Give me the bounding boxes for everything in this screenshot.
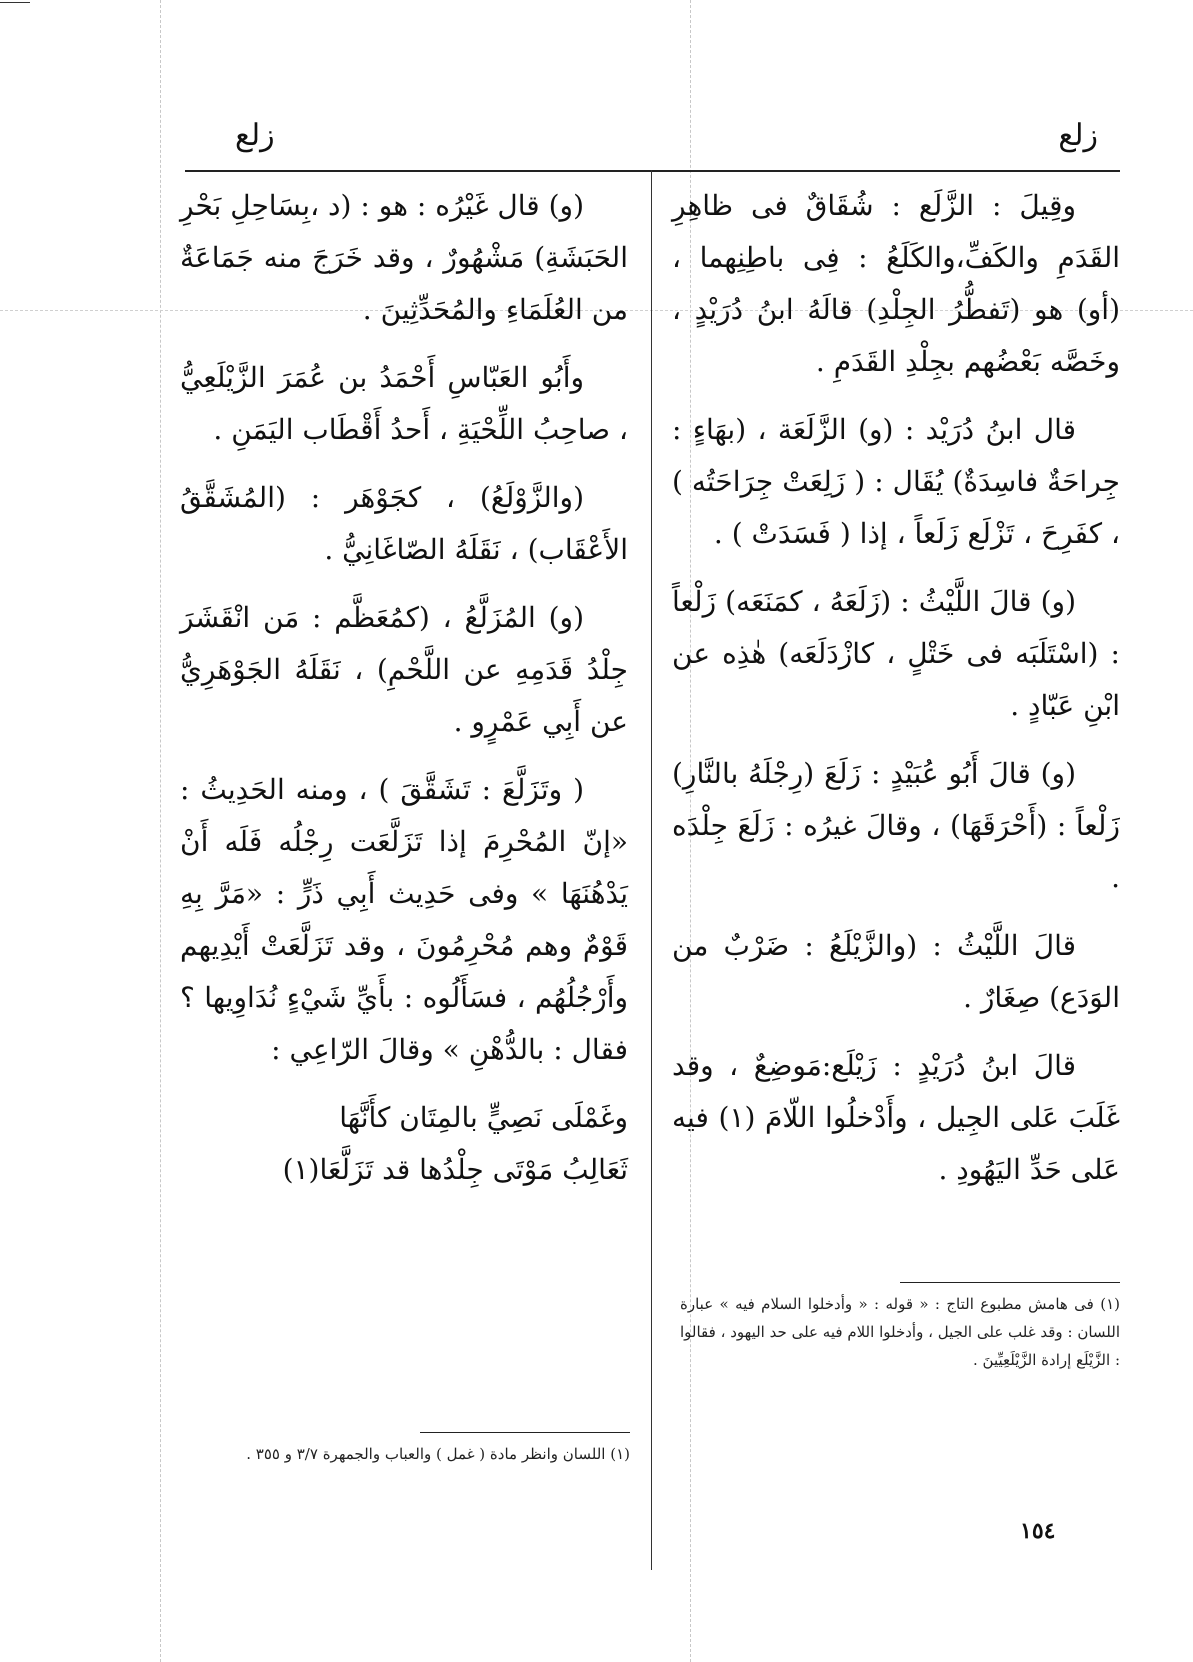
paragraph: قال ابنُ دُرَيْد : (و) الزَّلَعَة ، (بهَاءٍ : جِراحَةٌ فاسِدَةٌ) يُقَال : ( زَلِعَتْ جِرَاحَتُه ) ، كفَرِحَ ، تَزْلَع زَلَعاً ، إذا ( فَسَدَتْ ) . xyxy=(672,413,1120,550)
footnote-right: (١) فى هامش مطبوع التاج : « قوله : « وأدخلوا السلام فيه » عبارة اللسان : وقد غلب على الجيل ، وأدخلوا اللام فيه على حد اليهود ، فقالوا : الزَّيْلَع إرادة الزَّيْلَعِيِّينَ . xyxy=(680,1295,1120,1369)
paragraph: ( وتَزَلَّعَ : تَشَقَّقَ ) ، ومنه الحَدِيثُ : «إنّ المُحْرِمَ إذا تَزَلَّعَت رِجْلُه فَلَه أَنْ يَدْهُنَهَا » وفى حَدِيث أَبِي ذَرٍّ : «مَرَّ بِهِ قَوْمٌ وهم مُحْرِمُونَ ، وقد تَزَلَّعَتْ أَيْدِيهم وأَرْجُلُهُم ، فسَأَلُوه : بأَيِّ شَيْءٍ نُدَاوِيها ؟ فقال : بالدُّهْنِ » وقالَ الرّاعِي : xyxy=(180,773,628,1066)
paragraph: (والزَّوْلَعُ) ، كجَوْهَر : (المُشَقَّقُ الأَعْقَاب) ، نَقَلَهُ الصّاغَانِيُّ . xyxy=(180,481,628,566)
page-number: ١٥٤ xyxy=(1020,1518,1056,1544)
paragraph: قالَ ابنُ دُرَيْدٍ : زَيْلَع:مَوضِعٌ ، وقد غَلَبَ عَلى الجِيل ، وأَدْخلُوا اللّامَ (١) فيه عَلى حَدِّ اليَهُودِ . xyxy=(672,1049,1120,1186)
footnote-rule-left xyxy=(420,1432,630,1433)
right-column xyxy=(672,180,1120,1212)
paragraph: قالَ اللَّيْثُ : (والزَّيْلَعُ : ضَرْبٌ من الوَدَع) صِغَارٌ . xyxy=(672,929,1120,1014)
running-header-left: زلع xyxy=(235,118,275,153)
verse-hemistich-second: ثَعَالِبُ مَوْتَى جِلْدُها قد تَزَلَّعَا(١) xyxy=(282,1153,628,1186)
paragraph: وأَبُو العَبّاسِ أَحْمَدُ بن عُمَرَ الزَّيْلَعِيُّ ، صاحِبُ اللِّحْيَةِ ، أَحدُ أَقْطَاب اليَمَنِ . xyxy=(180,361,628,446)
footnote-rule-right xyxy=(900,1282,1120,1283)
running-header-right: زلع xyxy=(1058,118,1098,153)
poetry-verse xyxy=(180,1092,628,1196)
paragraph: (و) قالَ أَبُو عُبَيْدٍ : زَلَعَ (رِجْلَهُ بالنَّارِ) زَلْعاً : (أَحْرَقَهَا) ، وقالَ غيرُه : زَلَعَ جِلْدَه . xyxy=(672,757,1120,894)
corner-mark xyxy=(0,2,30,3)
column-divider xyxy=(651,170,652,1570)
margin-guide-left xyxy=(160,0,161,1662)
footnote-left: (١) اللسان وانظر مادة ( غمل ) والعباب والجمهرة ٣/٧ و ٣٥٥ . xyxy=(246,1445,630,1463)
paragraph: (و) قال غَيْرُه : هو : (د ،بِسَاحِلِ بَحْرِ الحَبَشَةِ) مَشْهُورٌ ، وقد خَرَجَ منه جَمَاعَةٌ من العُلَمَاءِ والمُحَدِّثِينَ . xyxy=(180,189,628,326)
paragraph: (و) قالَ اللَّيْثُ : (زَلَعَهُ ، كمَنَعَه) زَلْعاً : (اسْتَلَبَه فى خَتْلٍ ، كازْدَلَعَه) هٰذِه عن ابْنِ عَبّادٍ . xyxy=(672,585,1120,722)
paragraph: (و) المُزَلَّعُ ، (كمُعَظَّم : مَن انْقَشَرَ جِلْدُ قَدَمِهِ عن اللَّحْمِ) ، نَقَلَهُ الجَوْهَرِيُّ عن أَبِي عَمْرٍو . xyxy=(180,601,628,738)
left-column xyxy=(180,180,628,1196)
verse-hemistich-first: وغَمْلَى نَصِيٍّ بالمِتَان كأَنَّهَا xyxy=(339,1101,628,1134)
paragraph: وقِيلَ : الزَّلَع : شُقَاقٌ فى ظاهِرِ القَدَمِ والكَفِّ،والكَلَعُ : فِى باطِنِهما ، (أو) هو (تَفطُّرُ الجِلْدِ) قالَهُ ابنُ دُرَيْدٍ ، وخَصَّه بَعْضُهم بجِلْدِ القَدَمِ . xyxy=(672,189,1120,378)
header-rule xyxy=(185,170,1120,172)
